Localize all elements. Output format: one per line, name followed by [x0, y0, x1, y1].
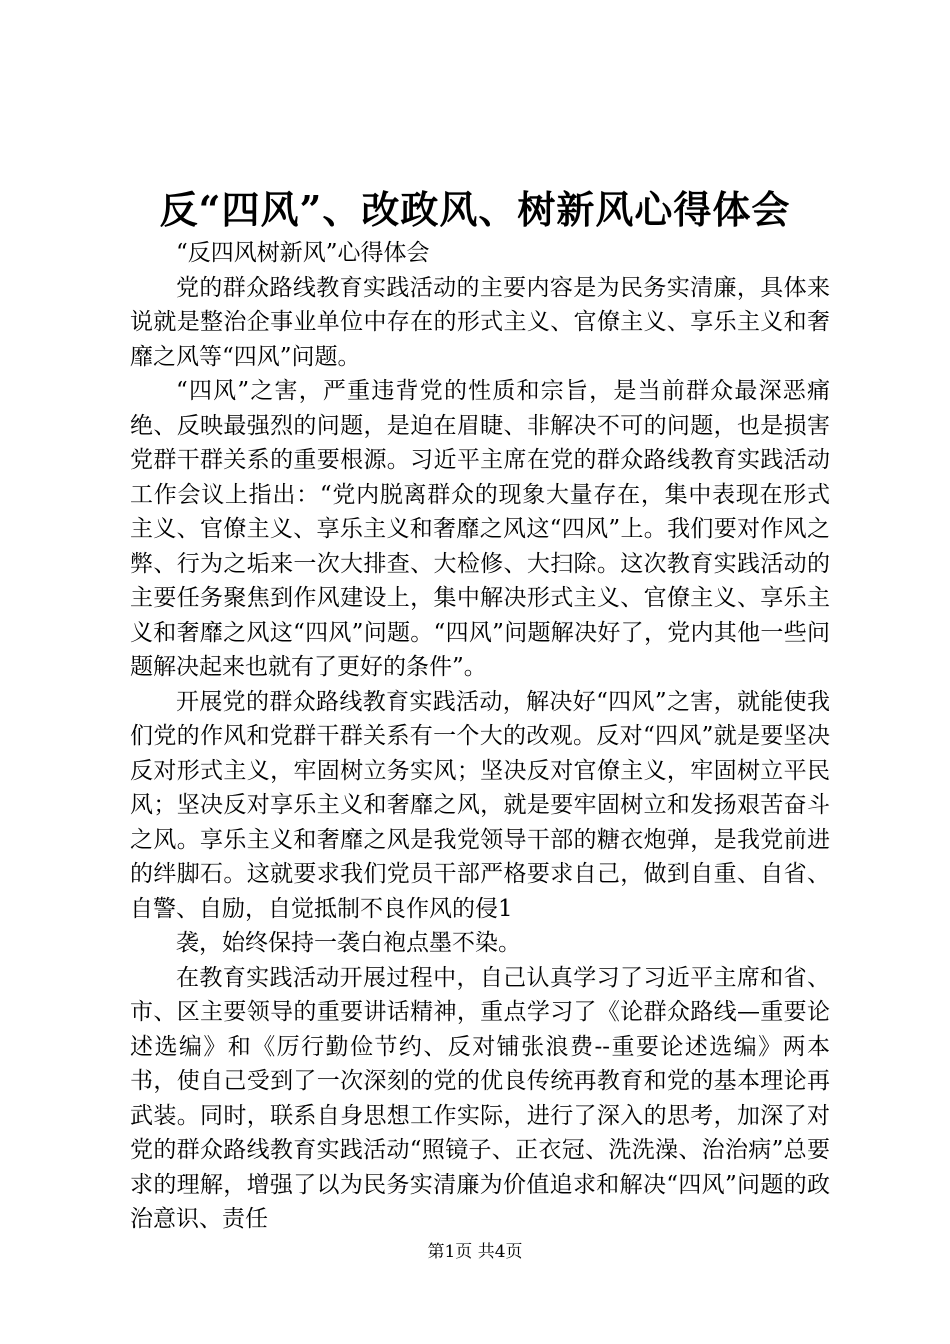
body-paragraph: 党的群众路线教育实践活动的主要内容是为民务实清廉，具体来说就是整治企事业单位中存在的形式主义、官僚主义、享乐主义和奢靡之风等“四风”问题。: [130, 274, 830, 370]
body-paragraph: 开展党的群众路线教育实践活动，解决好“四风”之害，就能使我们党的作风和党群干群关系有一个大的改观。反对“四风”就是要坚决反对形式主义，牢固树立务实风；坚决反对官僚主义，牢固树立平民风；坚决反对享乐主义和奢靡之风，就是要牢固树立和发扬艰苦奋斗之风。享乐主义和奢靡之风是我党领导干部的糖衣炮弹，是我党前进的绊脚石。这就要求我们党员干部严格要求自己，做到自重、自省、自警、自励，自觉抵制不良作风的侵1: [130, 688, 830, 922]
document-title: 反“四风”、改政风、树新风心得体会: [159, 187, 791, 232]
subtitle-paragraph: “反四风树新风”心得体会: [176, 240, 430, 266]
body-paragraph: “四风”之害，严重违背党的性质和宗旨，是当前群众最深恶痛绝、反映最强烈的问题，是迫在眉睫、非解决不可的问题，也是损害党群干群关系的重要根源。习近平主席在党的群众路线教育实践活动工作会议上指出：“党内脱离群众的现象大量存在，集中表现在形式主义、官僚主义、享乐主义和奢靡之风这“四风”上。我们要对作风之弊、行为之垢来一次大排查、大检修、大扫除。这次教育实践活动的主要任务聚焦到作风建设上，集中解决形式主义、官僚主义、享乐主义和奢靡之风这“四风”问题。“四风”问题解决好了，党内其他一些问题解决起来也就有了更好的条件”。: [130, 378, 830, 680]
body-paragraph: 袭，始终保持一袭白袍点墨不染。: [176, 930, 521, 956]
body-paragraph: 在教育实践活动开展过程中，自己认真学习了习近平主席和省、市、区主要领导的重要讲话精神，重点学习了《论群众路线—重要论述选编》和《厉行勤俭节约、反对铺张浪费--重要论述选编》两本书，使自己受到了一次深刻的党的优良传统再教育和党的基本理论再武装。同时，联系自身思想工作实际，进行了深入的思考，加深了对党的群众路线教育实践活动“照镜子、正衣冠、洗洗澡、治治病”总要求的理解，增强了以为民务实清廉为价值追求和解决“四风”问题的政治意识、责任: [130, 964, 830, 1232]
page-number-footer: 第1页 共4页: [427, 1242, 523, 1262]
document-body: [130, 236, 830, 1237]
